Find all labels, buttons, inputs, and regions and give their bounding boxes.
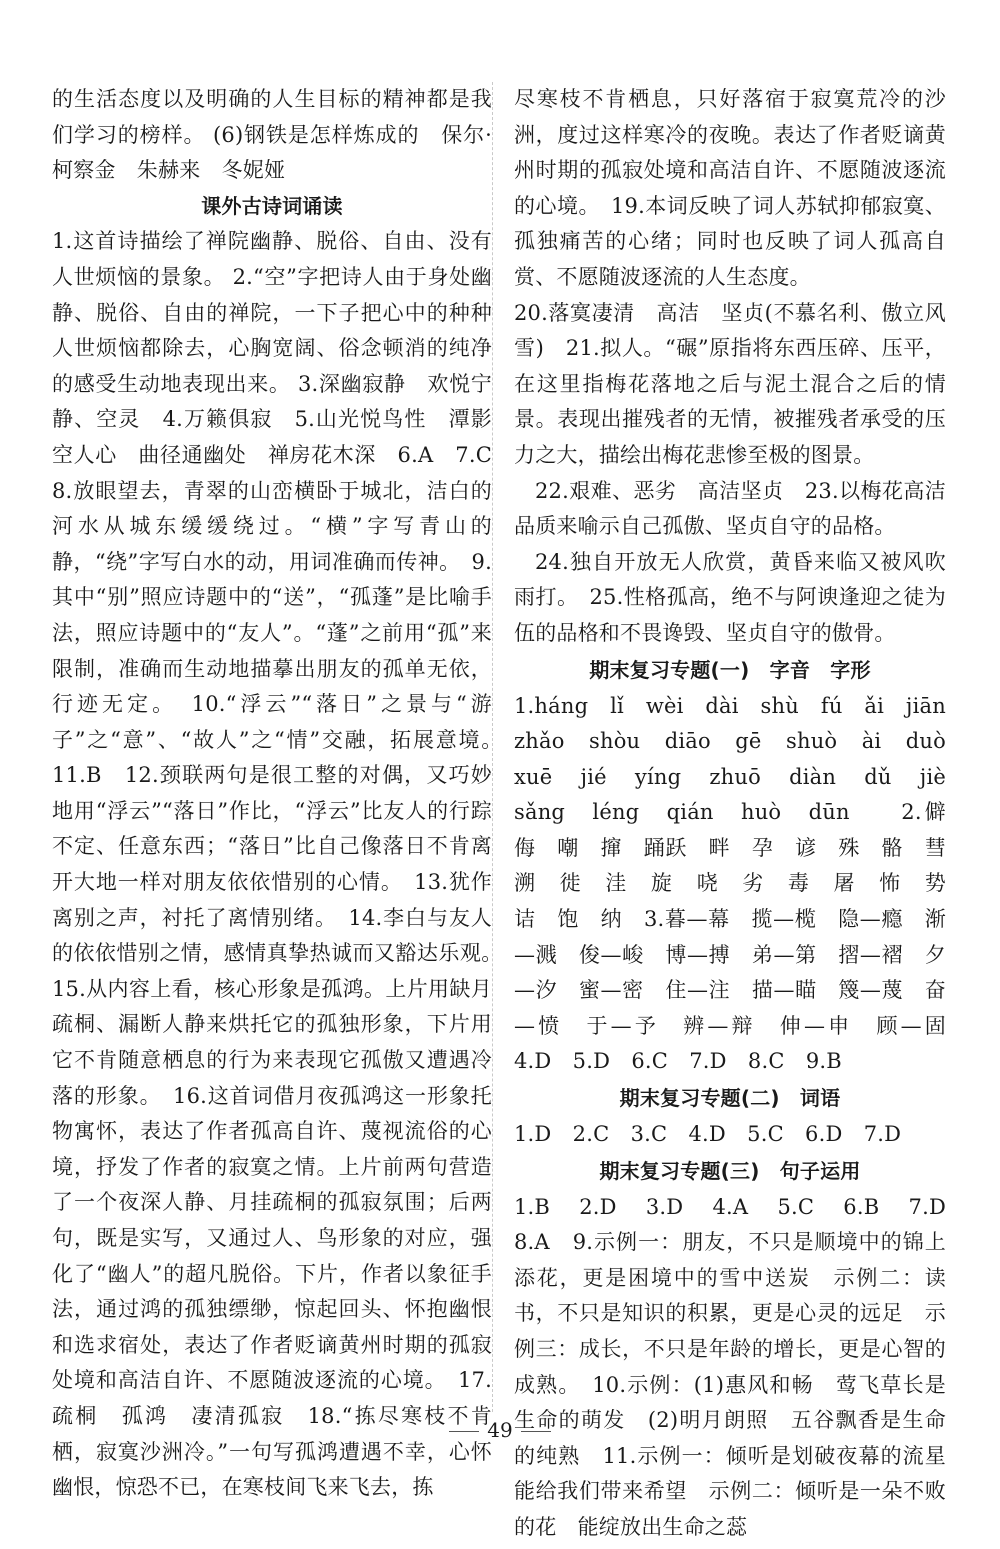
section-heading: 期末复习专题(三) 句子运用 xyxy=(599,1158,861,1183)
page-number-footer xyxy=(0,1418,1000,1442)
answer-paragraph: 1.这首诗描绘了禅院幽静、脱俗、自由、没有人世烦恼的景象。 2.“空”字把诗人由于身处幽静、脱俗、自由的禅院，一下子把心中的种种人世烦恼都除去，心胸宽阔、俗念顿消的纯净的感受生动地表现出来。 3.深幽寂静 欢悦宁静、空灵 4.万籁俱寂 5.山光悦鸟性 潭影空人心 曲径通幽处 禅房花木深 6.A 7.C 8.放眼望去，青翠的山峦横卧于城北，洁白的河水从城东缓缓绕过。“横”字写青山的静，“绕”字写白水的动，用词准确而传神。 9.其中“别”照应诗题中的“送”，“孤蓬”是比喻手法，照应诗题中的“友人”。“蓬”之前用“孤”来限制，准确而生动地描摹出朋友的孤单无依，行迹无定。 10.“浮云”“落日”之景与“游子”之“意”、“故人”之“情”交融，拓展意境。 11.B 12.颈联两句是很工整的对偶，又巧妙地用“浮云”“落日”作比，“浮云”比友人的行踪不定、任意东西；“落日”比自己像落日不肯离开大地一样对朋友依依惜别的心情。 13.犹作离别之声，衬托了离情别绪。 14.李白与友人的依依惜别之情，感情真挚热诚而又豁达乐观。 15.从内容上看，核心形象是孤鸿。上片用缺月疏桐、漏断人静来烘托它的孤独形象，下片用它不肯随意栖息的行为来表现它孤傲又遭遇冷落的形象。 16.这首词借月夜孤鸿这一形象托物寓怀，表达了作者孤高自许、蔑视流俗的心境，抒发了作者的寂寞之情。上片前两句营造了一个夜深人静、月挂疏桐的孤寂氛围；后两句，既是实写，又通过人、鸟形象的对应，强化了“幽人”的超凡脱俗。下片，作者以象征手法，通过鸿的孤独缥缈，惊起回头、怀抱幽恨和选求宿处，表达了作者贬谪黄州时期的孤寂处境和高洁自许、不愿随波逐流的心境。 17.疏桐 孤鸿 凄清孤寂 18.“拣尽寒枝不肯栖，寂寞沙洲冷。”一句写孤鸿遭遇不幸，心怀幽恨，惊恐不已，在寒枝间飞来飞去，拣 xyxy=(52,229,514,1500)
section-heading: 期末复习专题(一) 字音 字形 xyxy=(589,657,871,682)
footer-dash-right xyxy=(521,1431,551,1432)
answer-paragraph: 24.独自开放无人欣赏，黄昏来临又被风吹雨打。 25.性格孤高，绝不与阿谀逢迎之徒为伍的品格和不畏谗毁、坚贞自守的傲骨。 xyxy=(514,549,946,645)
answer-paragraph: 1.B 2.D 3.D 4.A 5.C 6.B 7.D 8.A 9.示例一：朋友，不只是顺境中的锦上添花，更是困境中的雪中送炭 示例二：读书，不只是知识的积累，更是心灵的远足 示例三：成长，不只是年龄的增长，更是心智的成熟。 10.示例：(1)惠风和畅 莺飞草长是生命的萌发 (2)明月朗照 五谷飘香是生命的纯熟 11.示例一：倾听是划破夜幕的流星 能给我们带来希望 示例二：倾听是一朵不败的花 能绽放出生命之蕊 xyxy=(514,1194,968,1539)
answer-paragraph: 尽寒枝不肯栖息，只好落宿于寂寞荒冷的沙洲，度过这样寒冷的夜晚。表达了作者贬谪黄州时期的孤寂处境和高洁自许、不愿随波逐流的心境。 19.本词反映了词人苏轼抑郁寂寞、孤独痛苦的心绪；同时也反映了词人孤高自赏、不愿随波逐流的人生态度。 xyxy=(514,87,946,289)
answer-paragraph: 1.háng lǐ wèi dài shù fú ǎi jiān zhǎo shòu diāo gē shuò ài duò xuē jié yíng zhuō diàn dǔ jiè sǎng léng qián huò dūn 2.僻 侮 嘲 撺 踊跃 畔 孕 谚 殊 骼 彗 溯 徙 洼 旋 哓 劣 毒 屠 怖 势 诘 饱 纳 3.暮—幕 揽—榄 隐—瘾 渐—溅 俊—峻 博—搏 弟—第 摺—褶 夕—汐 蜜—密 住—注 描—瞄 篾—蔑 奋—愤 于—予 辨—辩 伸—申 顾—固 4.D 5.D 6.C 7.D 8.C 9.B xyxy=(514,693,968,1074)
section-heading: 期末复习专题(二) 词语 xyxy=(619,1086,841,1111)
answer-paragraph: 1.D 2.C 3.C 4.D 5.C 6.D 7.D xyxy=(514,1122,902,1147)
answer-paragraph: 的生活态度以及明确的人生目标的精神都是我们学习的榜样。 (6)钢铁是怎样炼成的 保尔·柯察金 朱赫来 冬妮娅 xyxy=(52,87,492,183)
section-heading: 课外古诗词诵读 xyxy=(201,193,343,218)
watermark-logo xyxy=(838,1447,988,1537)
column-divider xyxy=(492,82,493,1412)
right-column xyxy=(514,82,968,1546)
footer-dash-left xyxy=(449,1431,479,1432)
answer-paragraph: 20.落寞凄清 高洁 坚贞(不慕名利、傲立风雪) 21.拟人。“碾”原指将东西压碎、压平，在这里指梅花落地之后与泥土混合之后的情景。表现出摧残者的无情，被摧残者承受的压力之大，描绘出梅花悲惨至极的图景。 xyxy=(514,300,946,467)
answer-paragraph: 22.艰难、恶劣 高洁坚贞 23.以梅花高洁品质来喻示自己孤傲、坚贞自守的品格。 xyxy=(514,478,946,539)
page-number: 49 xyxy=(487,1418,513,1442)
